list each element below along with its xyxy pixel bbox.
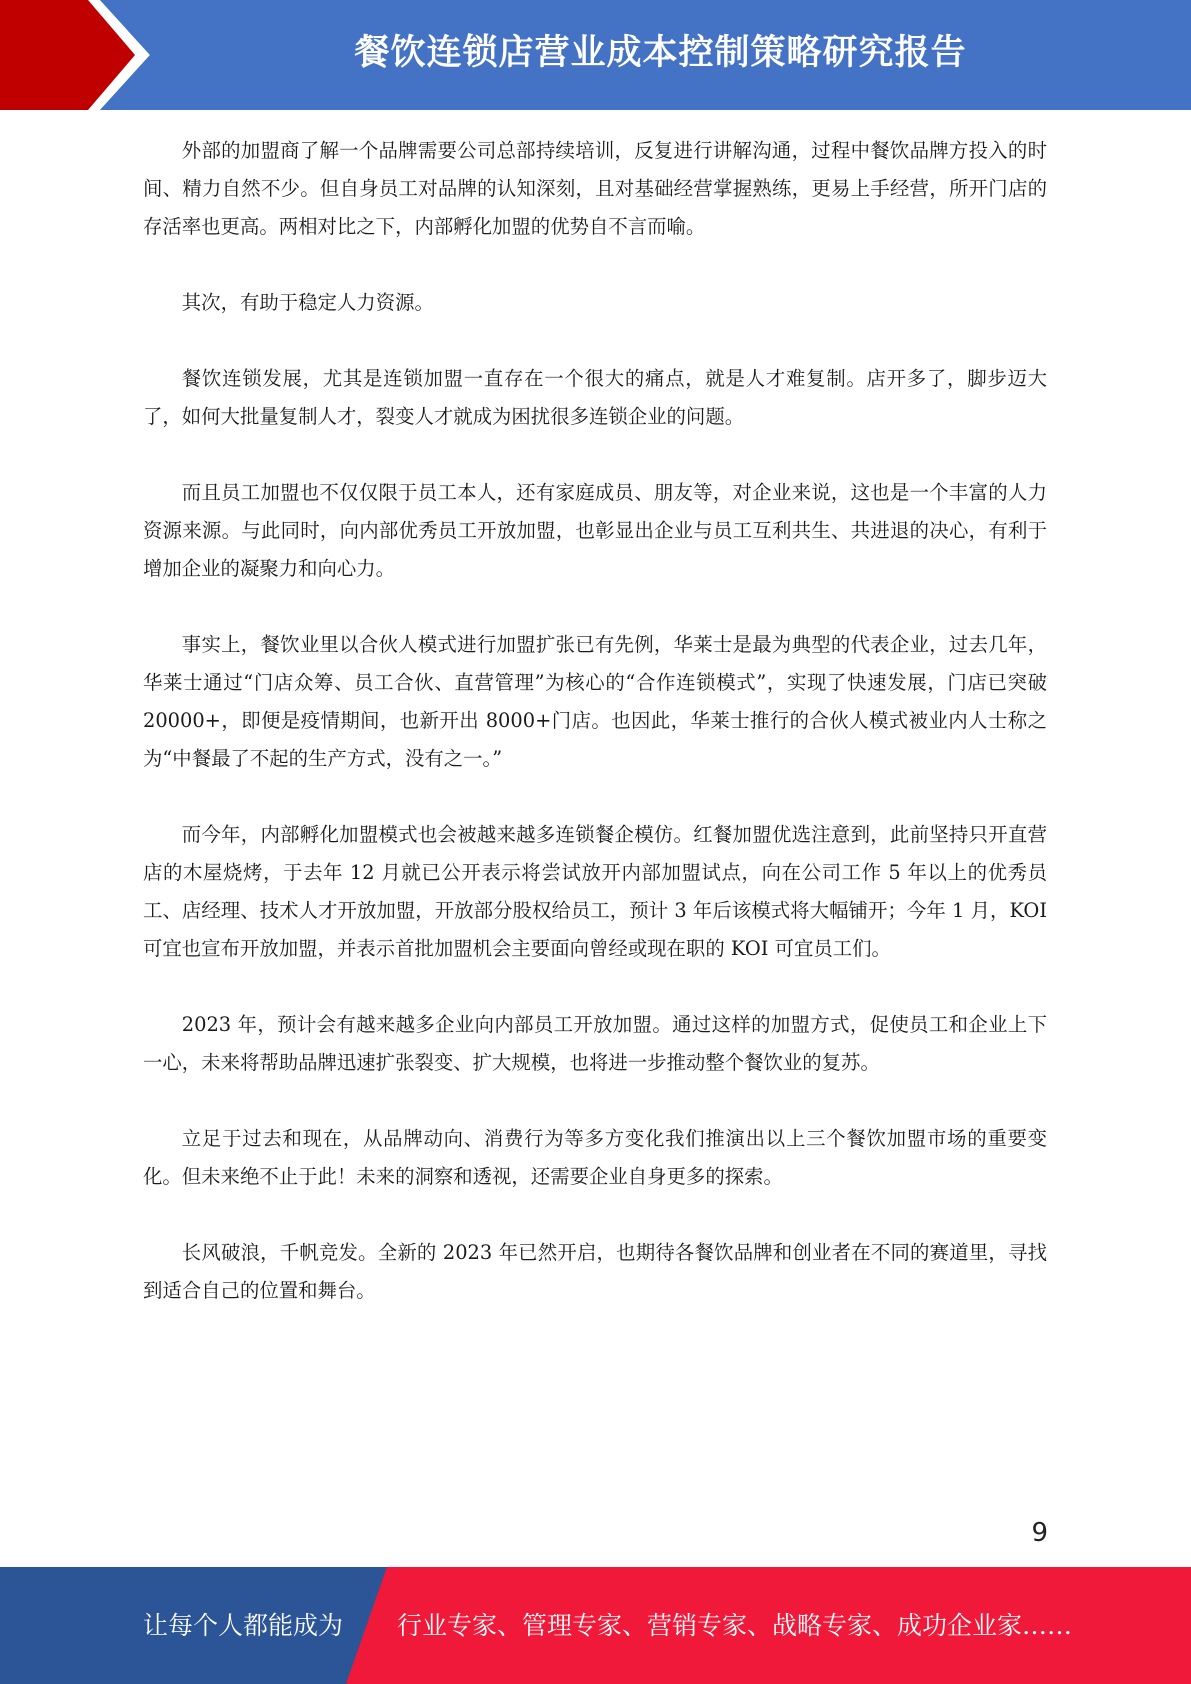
paragraph: 外部的加盟商了解一个品牌需要公司总部持续培训，反复进行讲解沟通，过程中餐饮品牌方投入的时间、精力自然不少。但自身员工对品牌的认知深刻，且对基础经营掌握熟练，更易上手经营，所开门店的存活率也更高。两相对比之下，内部孵化加盟的优势自不言而喻。 [143,139,1047,238]
footer-slogan-left: 让每个人都能成为 [143,1611,344,1640]
document-title: 餐饮连锁店营业成本控制策略研究报告 [354,33,967,73]
paragraph: 长风破浪，千帆竞发。全新的 2023 年已然开启，也期待各餐饮品牌和创业者在不同的赛道里，寻找到适合自己的位置和舞台。 [143,1241,1047,1302]
paragraph: 其次，有助于稳定人力资源。 [181,291,434,314]
page-number: 9 [1031,1518,1048,1548]
footer-slogan-right: 行业专家、管理专家、营销专家、战略专家、成功企业家…… [397,1611,1073,1640]
document-body [143,132,1047,1348]
page-footer [0,1567,1191,1684]
page-header [0,0,1191,110]
paragraph: 立足于过去和现在，从品牌动向、消费行为等多方变化我们推演出以上三个餐饮加盟市场的重要变化。但未来绝不止于此！未来的洞察和透视，还需要企业自身更多的探索。 [143,1127,1047,1188]
header-arrow-decoration [0,0,160,110]
paragraph: 而今年，内部孵化加盟模式也会被越来越多连锁餐企模仿。红餐加盟优选注意到，此前坚持只开直营店的木屋烧烤，于去年 12 月就已公开表示将尝试放开内部加盟试点，向在公司工作 5 年以上的优秀员工、店经理、技术人才开放加盟，开放部分股权给员工，预计 3 年后该模式将大幅铺开；今年 1 月，KOI 可宜也宣布开放加盟，并表示首批加盟机会主要面向曾经或现在职的 KOI 可宜员工们。 [143,823,1047,960]
paragraph: 而且员工加盟也不仅仅限于员工本人，还有家庭成员、朋友等，对企业来说，这也是一个丰富的人力资源来源。与此同时，向内部优秀员工开放加盟，也彰显出企业与员工互利共生、共进退的决心，有利于增加企业的凝聚力和向心力。 [143,481,1047,580]
paragraph: 事实上，餐饮业里以合伙人模式进行加盟扩张已有先例，华莱士是最为典型的代表企业，过去几年，华莱士通过“门店众筹、员工合伙、直营管理”为核心的“合作连锁模式”，实现了快速发展，门店已突破 20000+，即便是疫情期间，也新开出 8000+门店。也因此，华莱士推行的合伙人模式被业内人士称之为“中餐最了不起的生产方式，没有之一。” [143,633,1047,770]
paragraph: 餐饮连锁发展，尤其是连锁加盟一直存在一个很大的痛点，就是人才难复制。店开多了，脚步迈大了，如何大批量复制人才，裂变人才就成为困扰很多连锁企业的问题。 [143,367,1047,428]
paragraph: 2023 年，预计会有越来越多企业向内部员工开放加盟。通过这样的加盟方式，促使员工和企业上下一心，未来将帮助品牌迅速扩张裂变、扩大规模，也将进一步推动整个餐饮业的复苏。 [143,1013,1047,1074]
